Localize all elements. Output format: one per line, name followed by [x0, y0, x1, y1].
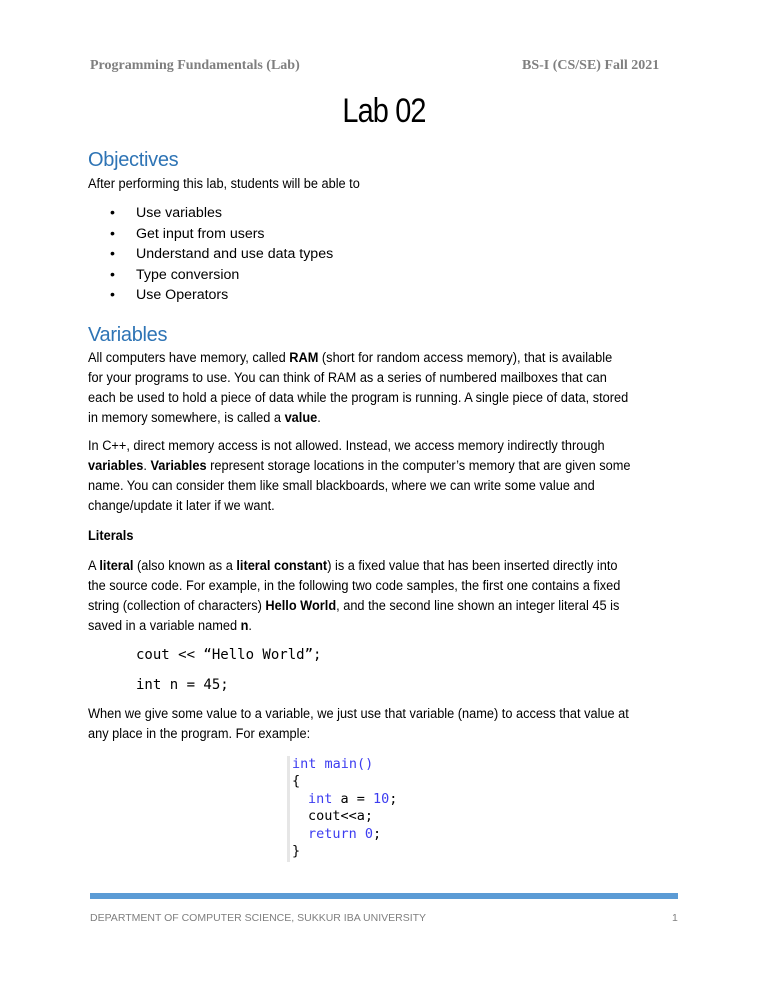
code-number: 0: [356, 825, 374, 842]
code-line: [292, 756, 452, 773]
text-line: [88, 578, 620, 595]
code-keyword: int: [308, 790, 333, 807]
text-line: [88, 498, 275, 515]
objective-text: Use variables: [136, 205, 222, 221]
text-span: represent storage locations in the computer’s memory that are given some: [206, 458, 631, 474]
text-span: for your programs to use. You can think of RAM as a series of numbered mailboxes that can: [88, 370, 607, 386]
code-text: a =: [332, 790, 374, 807]
text-span: change/update it later if we want.: [88, 498, 275, 514]
text-span: ) is a fixed value that has been inserted directly into: [327, 558, 618, 574]
objectives-heading: Objectives: [88, 149, 179, 171]
header-term: BS-I (CS/SE) Fall 2021: [522, 58, 660, 73]
code-sample-2: int n = 45;: [136, 677, 229, 693]
text-line: [88, 598, 619, 615]
text-line: [88, 370, 607, 387]
text-line: [88, 558, 617, 575]
bullet-icon: •: [110, 225, 115, 242]
objective-item: [110, 267, 239, 284]
text-line: [88, 350, 612, 367]
text-span: each be used to hold a piece of data while the program is running. A single piece of data, stored: [88, 390, 629, 406]
code-text: ;: [373, 825, 382, 842]
objective-text: Get input from users: [136, 225, 265, 242]
text-line: [88, 390, 628, 407]
bold-term: variables: [88, 458, 144, 474]
text-span: in memory somewhere, is called a: [88, 410, 285, 426]
bold-term: n: [240, 618, 249, 634]
bold-term: literal: [99, 558, 134, 574]
bold-term: RAM: [289, 350, 319, 366]
code-text: ;: [389, 790, 398, 807]
objective-item: [110, 287, 228, 304]
text-span: In C++, direct memory access is not allowed. Instead, we access memory indirectly through: [88, 438, 605, 454]
code-line: [292, 826, 452, 843]
text-line: [88, 706, 629, 723]
text-span: any place in the program. For example:: [88, 726, 311, 742]
code-screenshot: [287, 756, 452, 862]
code-text: int main(): [292, 756, 374, 772]
text-span: .: [143, 458, 151, 474]
objective-text: Type conversion: [136, 266, 240, 283]
bullet-icon: •: [110, 266, 115, 283]
header-course: Programming Fundamentals (Lab): [90, 58, 300, 73]
footer-department: DEPARTMENT OF COMPUTER SCIENCE, SUKKUR IBA UNIVERSITY: [90, 912, 427, 924]
objectives-intro: After performing this lab, students will be able to: [88, 176, 360, 192]
text-span: All computers have memory, called: [88, 350, 290, 366]
code-line: }: [292, 843, 301, 860]
page-title: Lab 02: [342, 92, 426, 130]
bold-term: value: [284, 410, 318, 426]
text-span: string (collection of characters): [88, 598, 266, 614]
code-line: {: [292, 773, 301, 790]
bold-term: Hello World: [265, 598, 337, 614]
literals-heading: Literals: [88, 528, 134, 544]
objective-text: Use Operators: [136, 287, 229, 304]
text-span: (also known as a: [133, 558, 237, 574]
bold-term: literal constant: [236, 558, 328, 574]
objective-item: [110, 246, 333, 263]
variables-heading: Variables: [88, 324, 168, 346]
bullet-icon: •: [110, 246, 115, 263]
text-line: [88, 410, 321, 427]
bullet-icon: •: [110, 287, 115, 304]
text-span: name. You can consider them like small blackboards, where we can write some value and: [88, 478, 595, 494]
objective-item: [110, 226, 265, 243]
code-keyword: return: [308, 825, 357, 842]
bullet-icon: •: [110, 205, 115, 221]
text-line: [88, 438, 605, 455]
code-number: 10: [373, 790, 390, 807]
text-span: A: [88, 558, 100, 574]
text-line: [88, 458, 631, 475]
text-line: [88, 478, 595, 495]
text-span: When we give some value to a variable, we just use that variable (name) to access that value at: [88, 706, 629, 722]
text-span: the source code. For example, in the following two code samples, the first one contains a fixed: [88, 578, 621, 594]
objective-text: Understand and use data types: [136, 246, 334, 263]
footer-bar: [90, 893, 678, 899]
text-span: (short for random access memory), that is available: [318, 350, 613, 366]
text-line: [88, 726, 310, 743]
text-span: .: [317, 410, 321, 426]
bold-term: Variables: [150, 458, 207, 474]
code-line: cout<<a;: [308, 808, 374, 825]
text-span: , and the second line shown an integer literal 45 is: [336, 598, 620, 614]
code-sample-1: cout << “Hello World”;: [136, 647, 322, 663]
text-span: saved in a variable named: [88, 618, 241, 634]
page-number: 1: [672, 912, 678, 924]
code-line: [292, 791, 452, 808]
text-line: [88, 618, 252, 635]
objective-item: [110, 205, 222, 222]
text-span: .: [248, 618, 252, 634]
